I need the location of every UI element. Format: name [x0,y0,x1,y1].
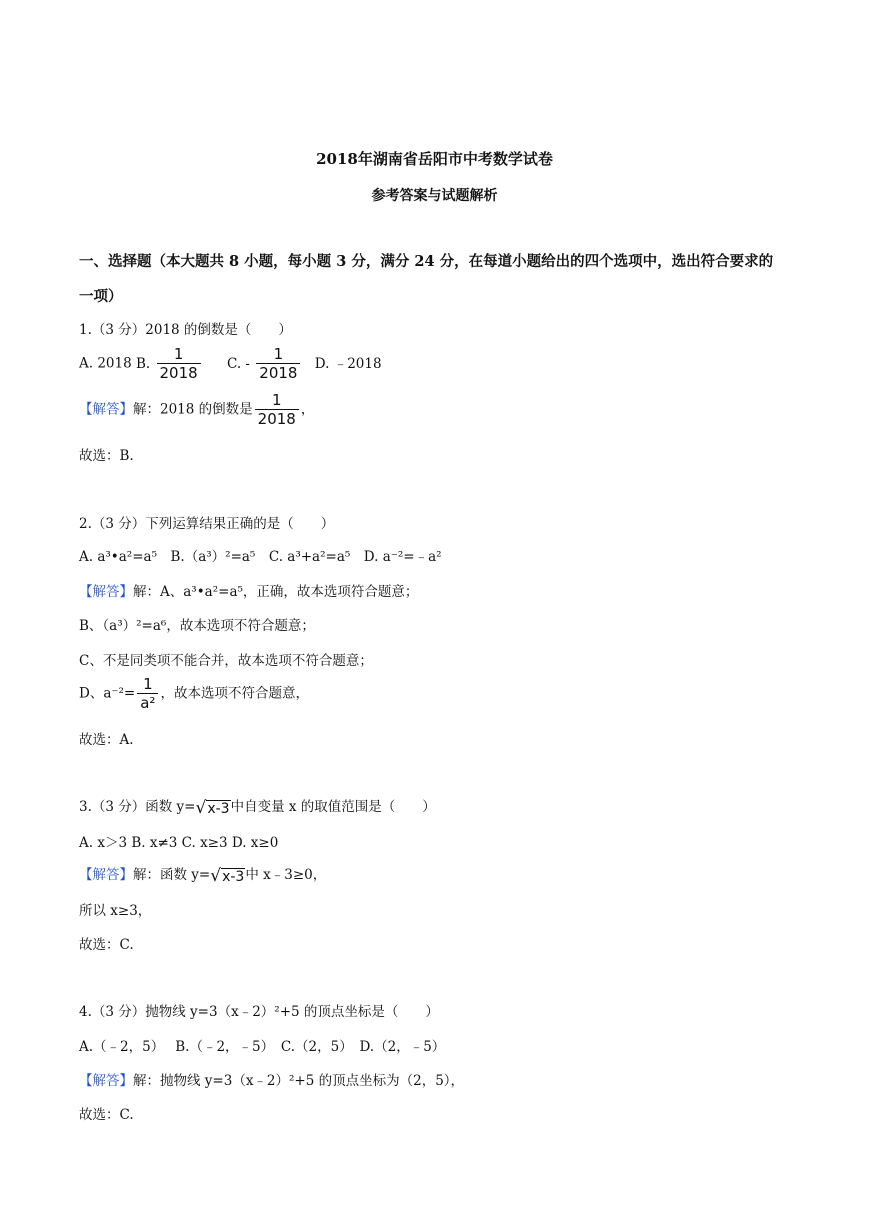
section-heading-cont: 一项） [79,288,123,305]
fraction-numerator: 1 [256,346,300,364]
q1-answer-fraction [255,392,299,428]
q1-option-c-label: C. - [227,355,250,372]
q2-answer-d-tail: ，故本选项不符合题意， [160,685,309,702]
q1-option-c-fraction [256,346,300,382]
document-subtitle: 参考答案与试题解析 [371,188,498,204]
fraction-denominator: 2018 [257,410,296,428]
radical-sign-icon: √ [195,797,207,818]
q2-answer-c: C、不是同类项不能合并，故本选项不符合题意； [79,653,373,669]
q2-answer-d-fraction [137,676,158,712]
fraction-numerator: 1 [137,676,158,694]
radical-sign-icon: √ [210,865,222,886]
q1-conclusion: 故选：B. [79,448,134,464]
q3-conclusion: 故选：C. [79,937,134,953]
section-heading: 一、选择题（本大题共 8 小题，每小题 3 分，满分 24 分，在每道小题给出的四个选项中，选出符合要求的 [79,253,774,270]
answer-tag: 【解答】 [79,584,133,600]
q3-answer-sqrt [210,866,245,886]
q4-options: A.（﹣2，5） B.（﹣2，﹣5） C.（2，5） D.（2，﹣5） [79,1039,446,1055]
q4-answer [79,1069,464,1089]
radicand: x-3 [222,868,245,885]
q2-answer-d-prefix: D、a⁻²= [79,685,136,702]
q2-answer-a-text: 解：A、a³•a²=a⁵，正确，故本选项符合题意； [133,584,419,600]
q2-answer-d [79,676,309,712]
q1-option-a: A. 2018 [79,355,132,372]
q2-answer-b: B、（a³）²=a⁶，故本选项不符合题意； [79,618,315,634]
q1-stem: 1.（3 分）2018 的倒数是（ ） [79,322,292,338]
q1-option-b-fraction [157,346,201,382]
q4-stem: 4.（3 分）抛物线 y=3（x﹣2）²+5 的顶点坐标是（ ） [79,1004,439,1020]
q1-option-b [136,345,207,382]
q1-answer-tail: ， [300,401,315,418]
q2-stem: 2.（3 分）下列运算结果正确的是（ ） [79,516,335,532]
q1-option-c [227,345,307,382]
q3-answer [79,863,326,886]
q1-answer [79,392,314,428]
q2-answer-a [79,580,418,600]
q4-answer-text: 解：抛物线 y=3（x﹣2）²+5 的顶点坐标为（2，5）， [133,1073,465,1089]
q3-answer-suffix: 中 x﹣3≥0， [245,867,327,883]
q2-conclusion: 故选：A. [79,732,134,748]
q3-stem [79,795,436,818]
fraction-numerator: 1 [255,392,299,410]
q4-conclusion: 故选：C. [79,1107,134,1123]
q3-answer-prefix: 解：函数 y= [133,867,211,883]
radicand: x-3 [207,800,230,817]
answer-tag: 【解答】 [79,401,133,418]
q3-sqrt-expression [196,798,231,818]
q1-answer-text: 解：2018 的倒数是 [133,401,253,418]
q3-options: A. x＞3 B. x≠3 C. x≥3 D. x≥0 [79,835,279,851]
q3-stem-suffix: 中自变量 x 的取值范围是（ ） [230,799,436,815]
fraction-numerator: 1 [157,346,201,364]
document-title: 2018年湖南省岳阳市中考数学试卷 [316,150,553,168]
q1-option-b-label: B. [136,355,151,372]
fraction-denominator: 2018 [259,364,298,382]
fraction-denominator: 2018 [159,364,198,382]
q2-options: A. a³•a²=a⁵ B.（a³）²=a⁵ C. a³+a²=a⁵ D. a⁻²=﹣a² [79,549,442,565]
answer-tag: 【解答】 [79,1073,133,1089]
q1-option-d: D. ﹣2018 [314,355,382,372]
fraction-denominator: a² [140,694,156,712]
q3-line2: 所以 x≥3， [79,903,152,919]
q1-options [79,346,382,382]
answer-tag: 【解答】 [79,867,133,883]
q3-stem-prefix: 3.（3 分）函数 y= [79,799,196,815]
